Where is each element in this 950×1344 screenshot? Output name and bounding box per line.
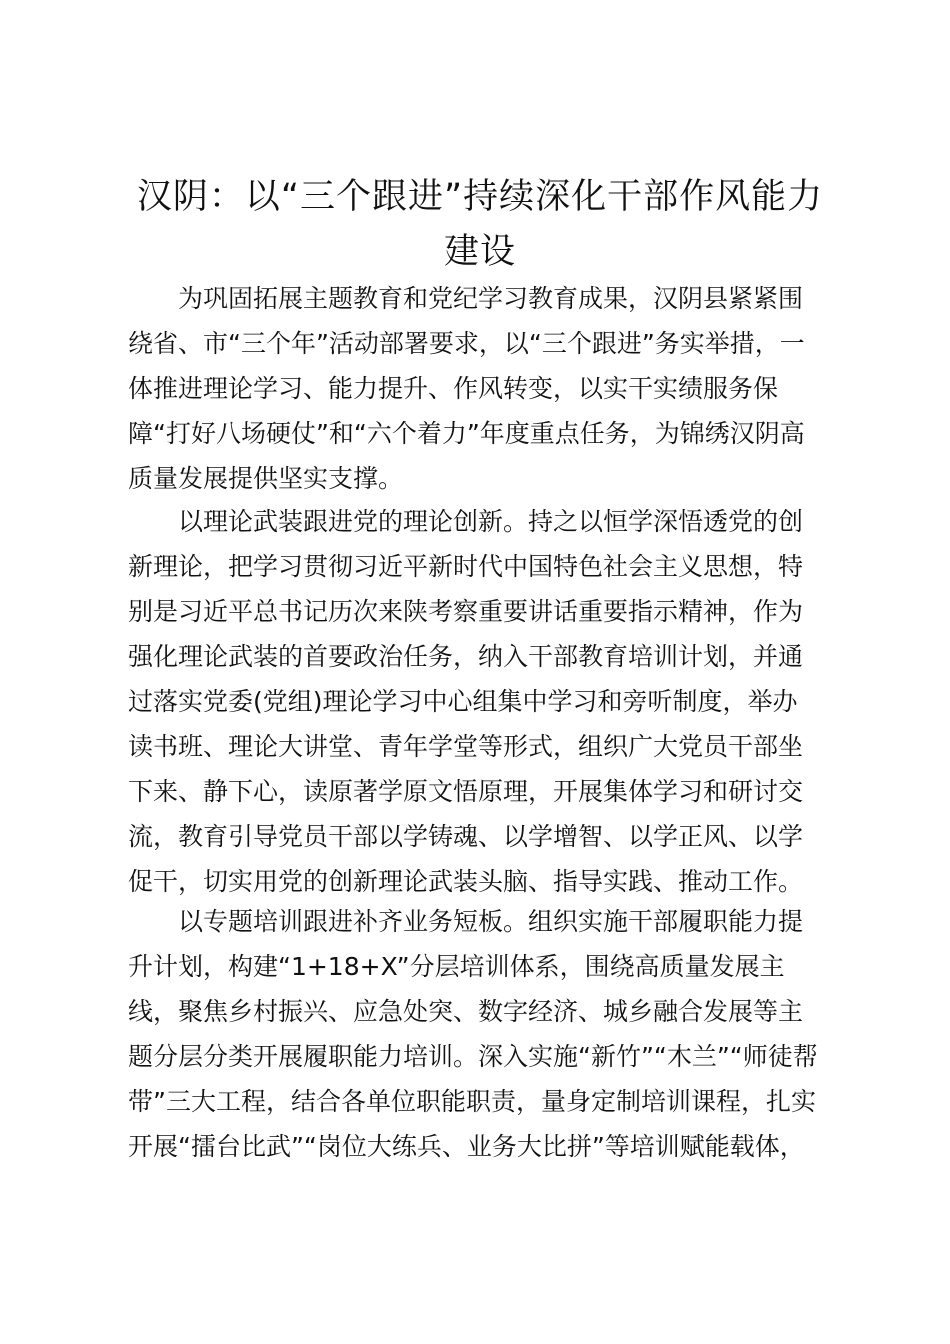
paragraph-line: 升计划，构建“1+18+X”分层培训体系，围绕高质量发展主	[128, 952, 785, 981]
title-line: 建设	[443, 232, 516, 272]
paragraph-line: 为巩固拓展主题教育和党纪学习教育成果，汉阴县紧紧围	[178, 284, 804, 313]
paragraph-line: 别是习近平总书记历次来陕考察重要讲话重要指示精神，作为	[128, 597, 804, 626]
paragraph-line: 开展“擂台比武”“岗位大练兵、业务大比拼”等培训赋能载体，	[128, 1132, 805, 1161]
paragraph-theory	[128, 499, 832, 904]
paragraph-intro	[128, 276, 832, 501]
paragraph-line: 题分层分类开展履职能力培训。深入实施“新竹”“木兰”“师徒帮	[128, 1042, 818, 1071]
paragraph-line: 带”三大工程，结合各单位职能职责，量身定制培训课程，扎实	[128, 1087, 816, 1116]
title-line: 汉阴：以“三个跟进”持续深化干部作风能力	[136, 177, 824, 217]
paragraph-line: 以专题培训跟进补齐业务短板。组织实施干部履职能力提	[178, 907, 804, 936]
paragraph-training	[128, 899, 832, 1169]
paragraph-line: 新理论，把学习贯彻习近平新时代中国特色社会主义思想，特	[128, 552, 804, 581]
document-title	[122, 170, 838, 280]
paragraph-line: 质量发展提供坚实支撑。	[128, 464, 404, 493]
paragraph-line: 绕省、市“三个年”活动部署要求，以“三个跟进”务实举措，一	[128, 329, 805, 358]
paragraph-line: 流，教育引导党员干部以学铸魂、以学增智、以学正风、以学	[128, 822, 804, 851]
paragraph-line: 促干，切实用党的创新理论武装头脑、指导实践、推动工作。	[128, 867, 804, 896]
paragraph-line: 线，聚焦乡村振兴、应急处突、数字经济、城乡融合发展等主	[128, 997, 804, 1026]
paragraph-line: 强化理论武装的首要政治任务，纳入干部教育培训计划，并通	[128, 642, 804, 671]
paragraph-line: 过落实党委(党组)理论学习中心组集中学习和旁听制度，举办	[128, 687, 798, 716]
paragraph-line: 障“打好八场硬仗”和“六个着力”年度重点任务，为锦绣汉阴高	[128, 419, 805, 448]
paragraph-line: 体推进理论学习、能力提升、作风转变，以实干实绩服务保	[128, 374, 779, 403]
paragraph-line: 下来、静下心，读原著学原文悟原理，开展集体学习和研讨交	[128, 777, 804, 806]
paragraph-line: 以理论武装跟进党的理论创新。持之以恒学深悟透党的创	[178, 507, 804, 536]
paragraph-line: 读书班、理论大讲堂、青年学堂等形式，组织广大党员干部坐	[128, 732, 804, 761]
